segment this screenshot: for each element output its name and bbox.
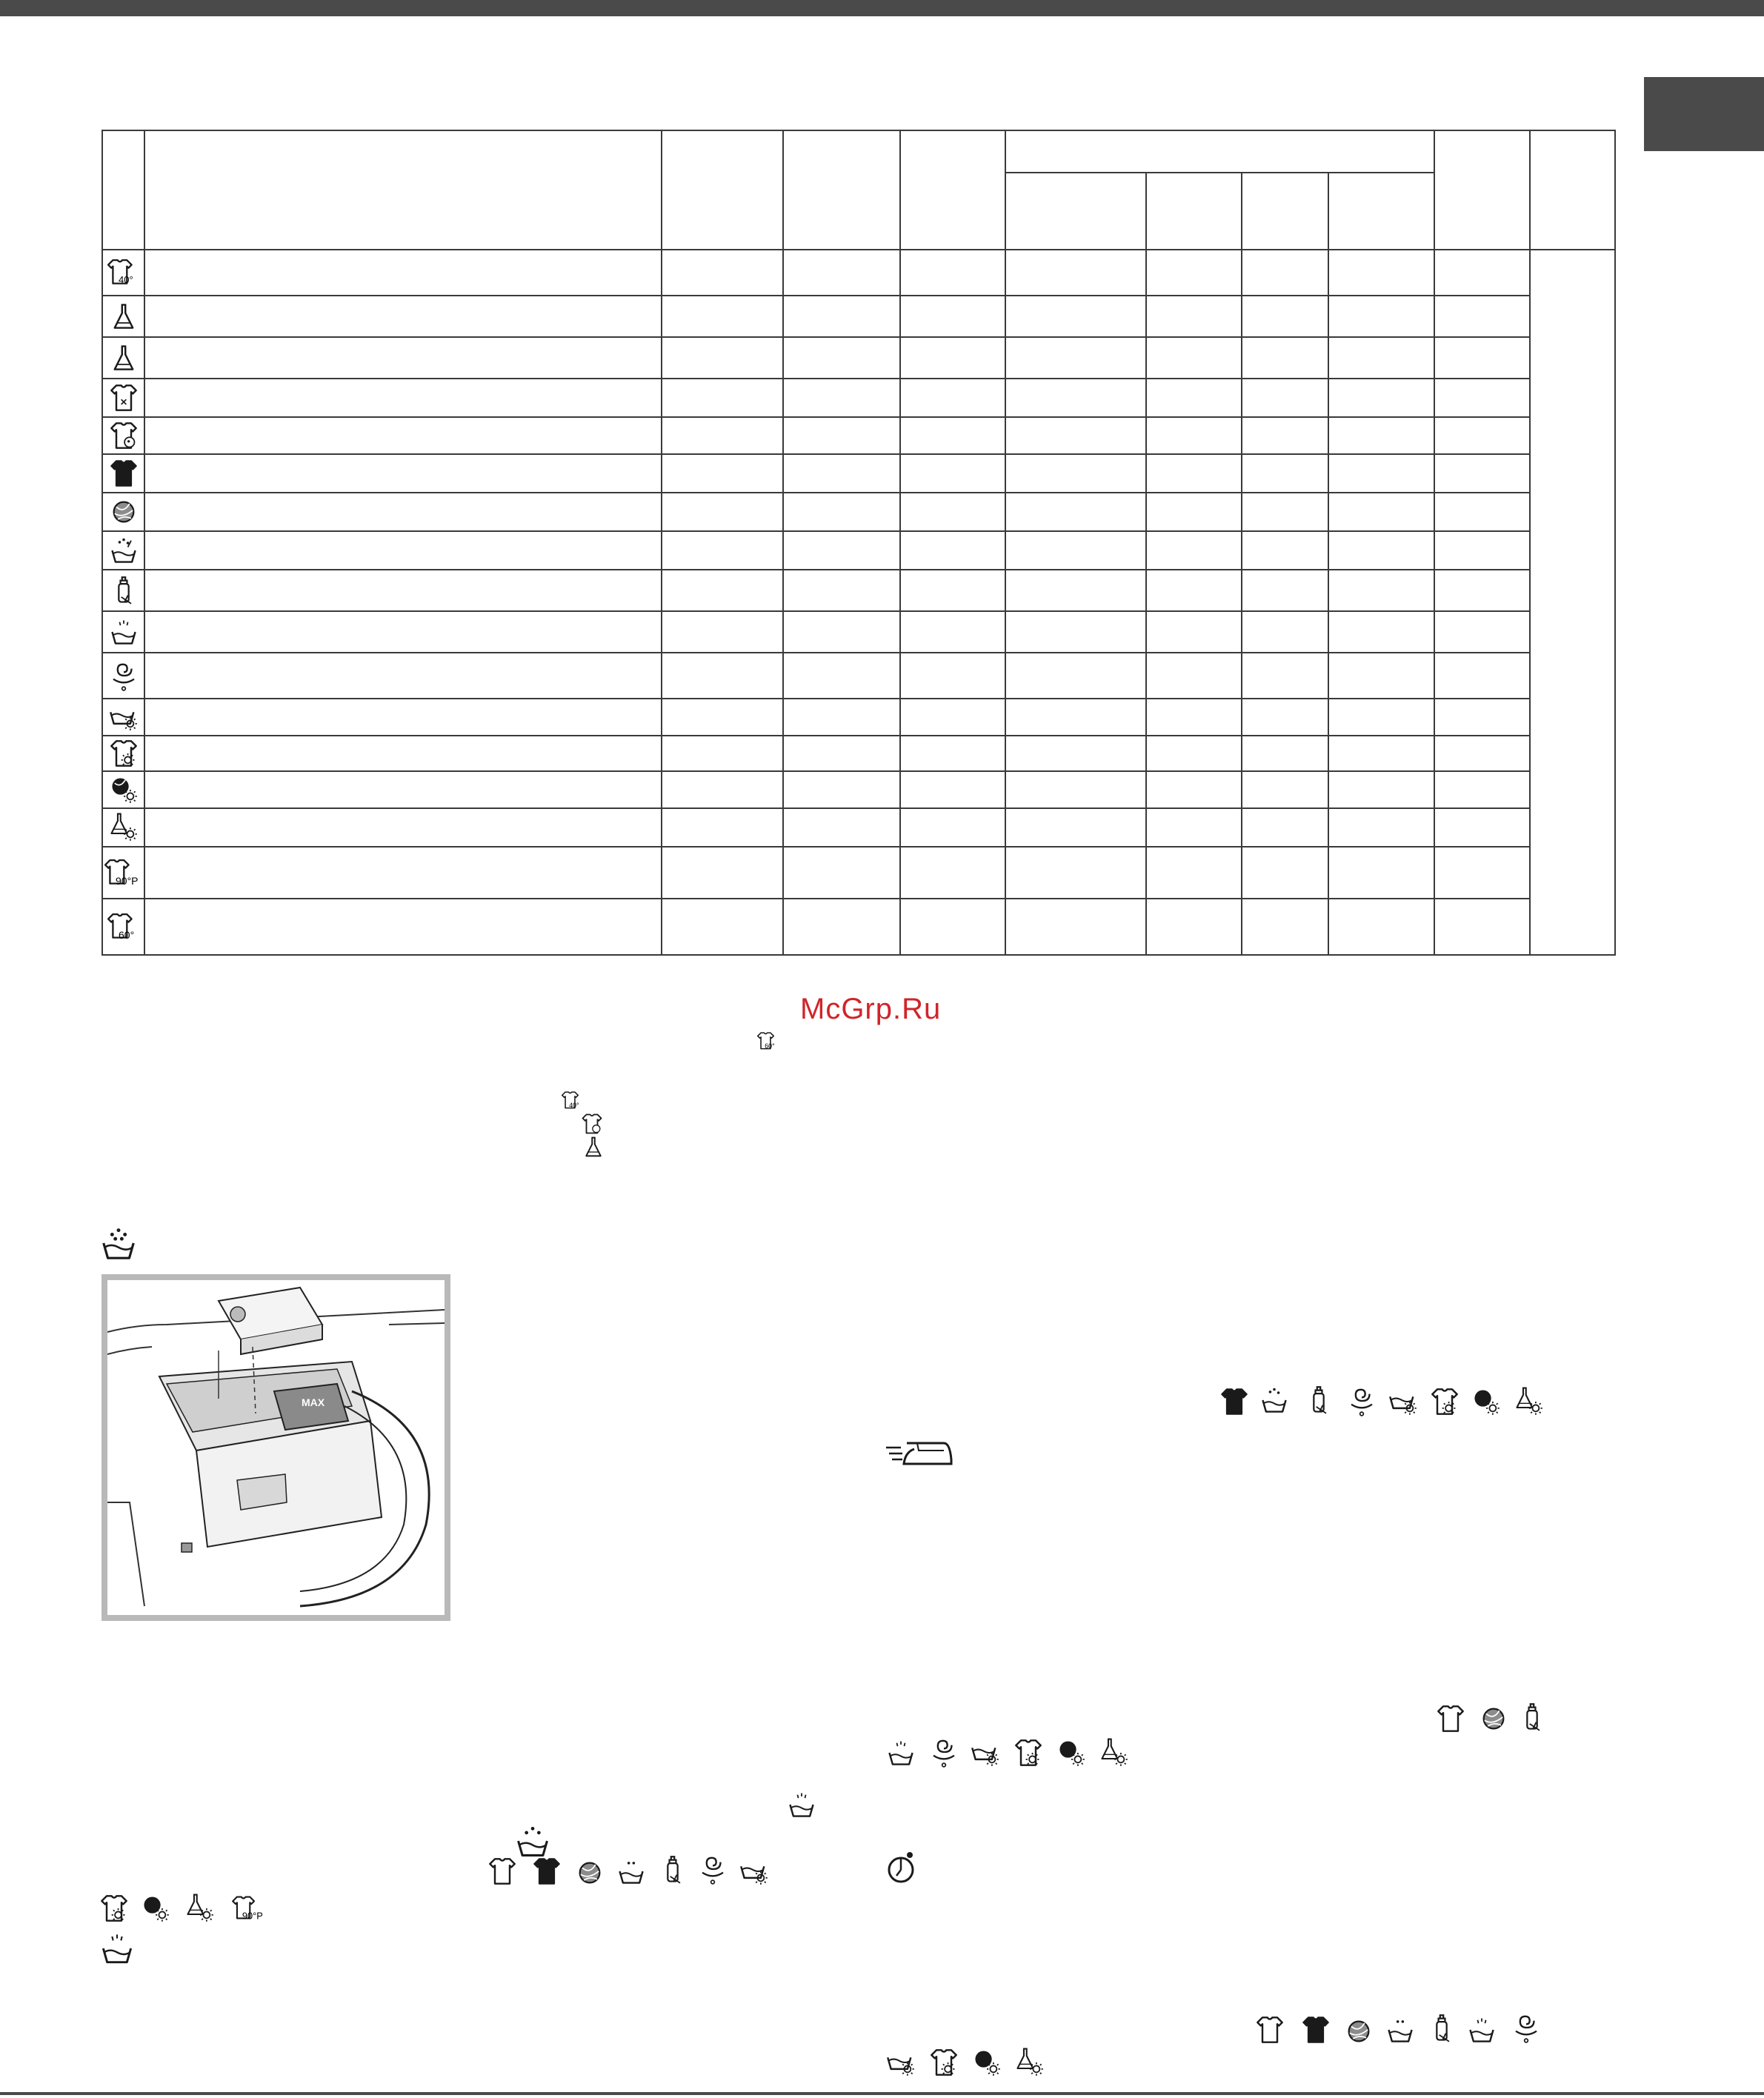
header-col-4 <box>783 130 900 250</box>
cotton-90p-icon <box>228 1892 271 1925</box>
dark-ball-sun-icon <box>1471 1387 1501 1416</box>
table-row <box>102 379 1615 417</box>
spin-spiral-icon <box>698 1854 728 1885</box>
watermark-text: McGrp.Ru <box>800 993 942 1025</box>
shirt-sun-icon <box>1430 1387 1460 1416</box>
basin-dots-icon <box>99 1224 138 1262</box>
flask-sun-icon <box>185 1894 215 1923</box>
cotton-60-icon <box>756 1031 781 1053</box>
svg-text:60°: 60° <box>118 929 134 941</box>
dark-ball-sun-icon <box>141 1894 170 1923</box>
table-row <box>102 847 1615 899</box>
flask-sun-icon <box>1514 1387 1544 1416</box>
svg-text:60°: 60° <box>765 1042 775 1050</box>
mixed-shirt-icon <box>487 1856 517 1886</box>
table-row <box>102 493 1615 531</box>
basin-dots-icon <box>514 1822 551 1859</box>
subheader-2 <box>1146 173 1242 250</box>
dark-shirt-icon <box>102 454 144 493</box>
max-label: MAX <box>302 1396 325 1408</box>
subheader-4 <box>1328 173 1434 250</box>
table-row <box>102 808 1615 847</box>
table-row <box>102 771 1615 808</box>
bottom-bar <box>0 2092 1764 2095</box>
wool-ball-icon <box>102 493 144 531</box>
flask-sun-icon <box>1015 2048 1045 2077</box>
basin-sun-icon <box>971 1738 1000 1768</box>
table-row <box>102 653 1615 699</box>
dark-ball-sun-icon <box>102 771 144 808</box>
baby-bottle-icon <box>1517 1702 1547 1732</box>
table-row <box>102 531 1615 570</box>
dark-ball-sun-icon <box>1056 1738 1086 1768</box>
basin-sun-icon <box>102 699 144 736</box>
svg-text:90°P: 90°P <box>242 1910 263 1922</box>
subheader-1 <box>1005 173 1146 250</box>
flask-sun-icon <box>1099 1738 1129 1768</box>
header-col-3 <box>662 130 783 250</box>
basin-sun-icon <box>739 1856 769 1886</box>
header-description-col <box>144 130 662 250</box>
mixed-shirt-icon <box>102 379 144 417</box>
baby-bottle-icon <box>1304 1385 1334 1415</box>
top-bar <box>0 0 1764 16</box>
dark-shirt-icon <box>1301 2015 1331 2045</box>
merged-last-column <box>1530 250 1615 955</box>
subheader-3 <box>1242 173 1328 250</box>
iron-icon <box>885 1436 956 1468</box>
shirt-sun-icon <box>929 2048 959 2077</box>
table-row <box>102 899 1615 955</box>
svg-text:40°: 40° <box>118 274 133 285</box>
header-col-11 <box>1530 130 1615 250</box>
language-tab <box>1644 77 1764 151</box>
spin-spiral-icon <box>1347 1385 1377 1416</box>
wool-ball-icon <box>1479 1704 1508 1734</box>
rinse-basin-icon <box>102 611 144 653</box>
table-row <box>102 454 1615 493</box>
cotton-40-icon <box>102 250 144 296</box>
synthetic-flask-icon <box>582 1135 605 1159</box>
table-row <box>102 250 1615 296</box>
baby-bottle-icon <box>102 570 144 611</box>
baby-bottle-icon <box>658 1855 688 1885</box>
wool-ball-icon <box>575 1858 605 1888</box>
table-row <box>102 337 1615 379</box>
dark-shirt-icon <box>532 1856 562 1886</box>
table-row <box>102 570 1615 611</box>
rinse-basin-icon <box>886 1738 916 1768</box>
basin-sun-icon <box>1388 1387 1418 1416</box>
table-row <box>102 417 1615 454</box>
shirt-stain-icon <box>102 417 144 454</box>
timer-icon <box>886 1848 919 1886</box>
cotton-90p-icon <box>102 847 144 899</box>
dark-shirt-icon <box>1219 1387 1249 1416</box>
wool-ball-icon <box>1344 2017 1374 2046</box>
mixed-shirt-icon <box>1436 1704 1465 1734</box>
shirt-sun-icon <box>102 736 144 771</box>
cotton-40-icon <box>560 1090 585 1113</box>
programme-table <box>101 130 1616 956</box>
basin-sun-icon <box>886 2048 916 2077</box>
cotton-60-icon <box>102 899 144 955</box>
spin-spiral-icon <box>929 1736 959 1768</box>
shirt-sun-icon <box>1014 1738 1043 1768</box>
table-row <box>102 611 1615 653</box>
synthetic-flask-icon <box>102 337 144 379</box>
flask-sun-icon <box>102 808 144 847</box>
basin-dots-icon <box>616 1856 646 1886</box>
mixed-shirt-icon <box>1255 2015 1285 2045</box>
baby-bottle-icon <box>1427 2014 1457 2043</box>
header-col-5 <box>900 130 1005 250</box>
svg-text:40°: 40° <box>569 1102 579 1110</box>
spin-spiral-icon <box>102 653 144 699</box>
shirt-stain-icon <box>581 1113 603 1135</box>
dispenser-illustration <box>101 1274 450 1621</box>
spin-spiral-icon <box>1511 2012 1541 2043</box>
shirt-sun-icon <box>99 1894 129 1923</box>
basin-dots-icon <box>1259 1385 1289 1415</box>
header-icon-col <box>102 130 144 250</box>
table-row <box>102 296 1615 337</box>
table-row <box>102 736 1615 771</box>
basin-dots-icon <box>102 531 144 570</box>
header-col-10 <box>1434 130 1530 250</box>
table-header-row <box>102 130 1615 173</box>
dark-ball-sun-icon <box>972 2048 1002 2077</box>
rinse-basin-icon <box>1467 2015 1497 2045</box>
table-row <box>102 699 1615 736</box>
header-group <box>1005 130 1434 173</box>
svg-text:90°P: 90°P <box>115 875 139 887</box>
rinse-basin-icon <box>787 1790 816 1819</box>
rinse-basin-icon <box>99 1931 135 1966</box>
synthetic-flask-icon <box>102 296 144 337</box>
basin-dots-icon <box>1385 2015 1415 2045</box>
